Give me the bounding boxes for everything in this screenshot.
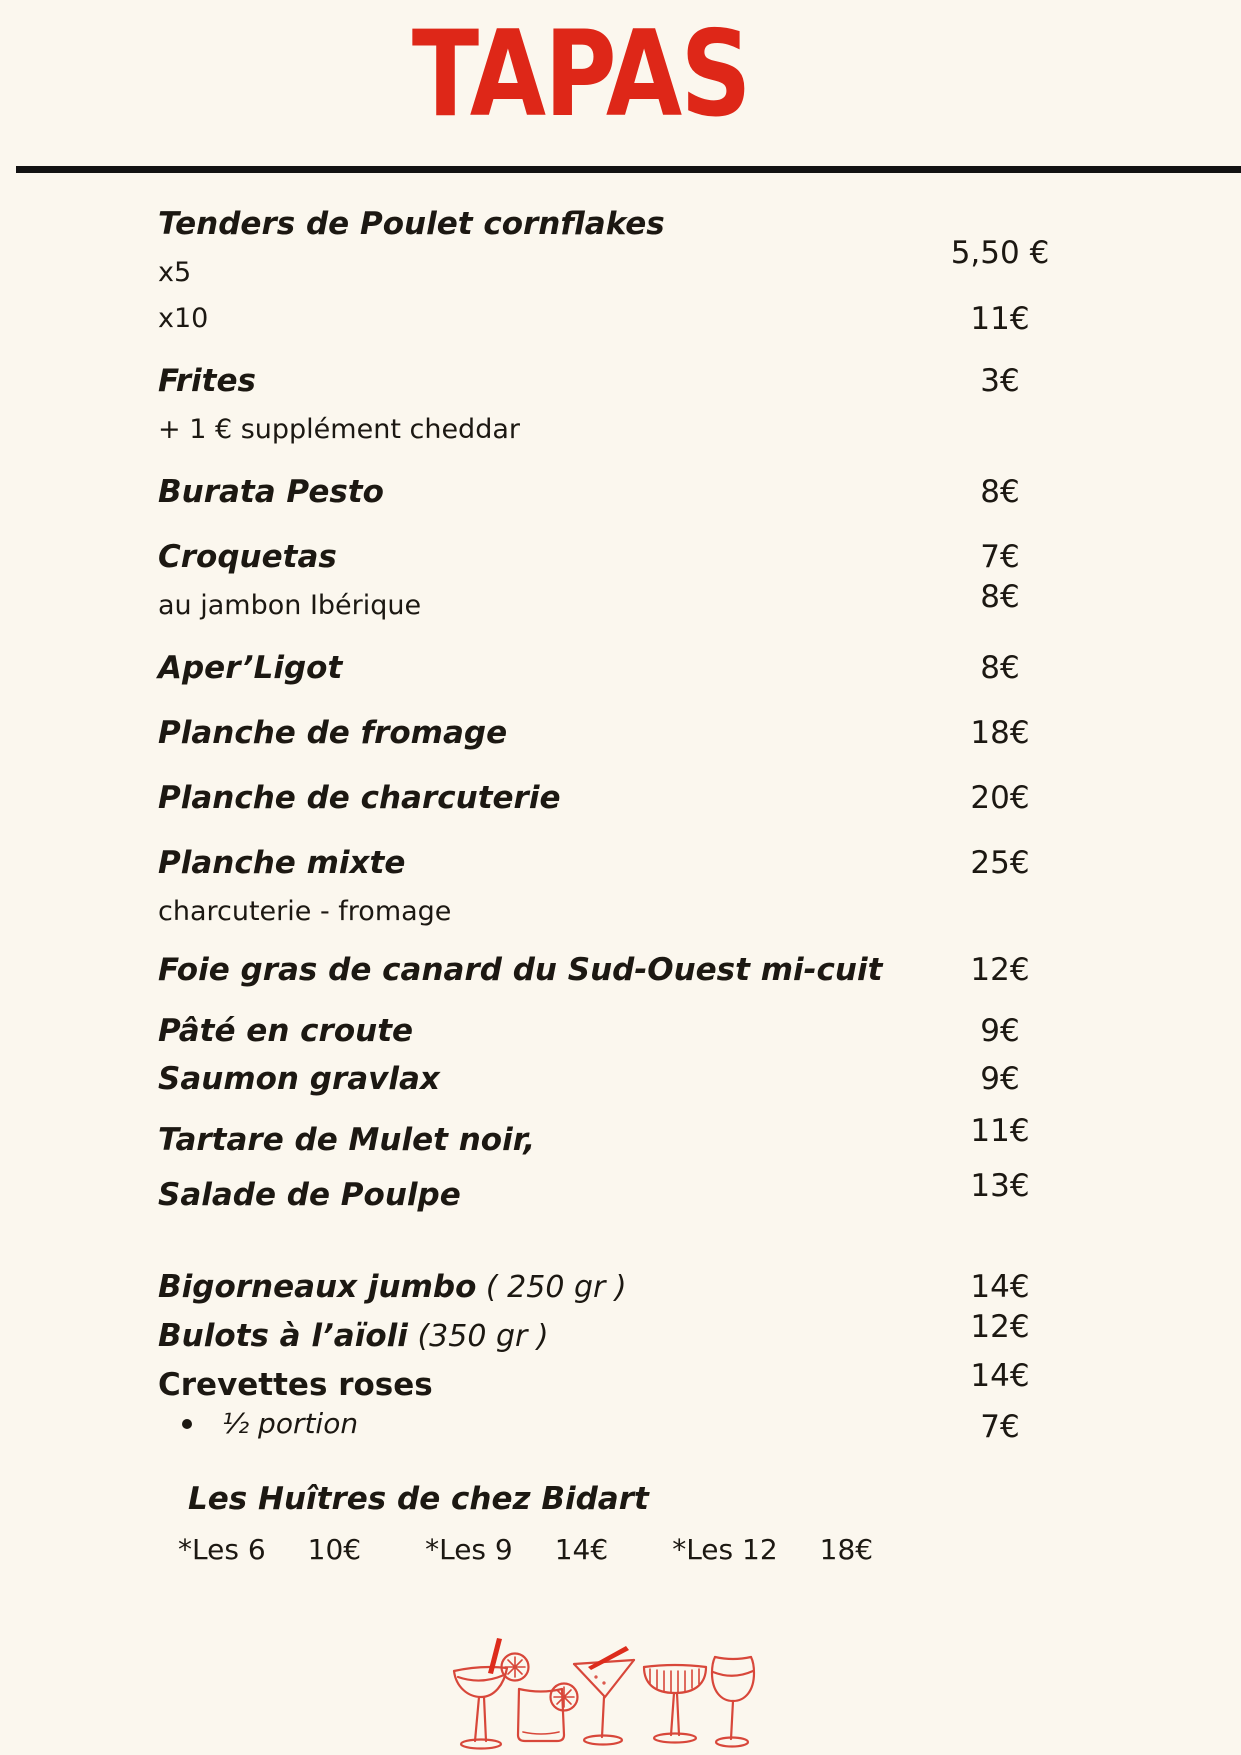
page-title: TAPAS [411,5,750,144]
item-label: + 1 € supplément cheddar [158,414,520,445]
menu-item-row [158,579,1085,623]
item-text [182,1407,915,1441]
item-text [158,778,915,818]
item-label: Planche de charcuterie [158,780,561,816]
item-price: 9€ [980,1013,1020,1049]
item-text [158,302,915,336]
oysters-section-title: Les Huîtres de chez Bidart [188,1481,649,1517]
item-price: 20€ [970,780,1030,816]
menu-rows [158,204,1085,1447]
item-label: Burata Pesto [158,474,384,510]
item-price: 11€ [970,301,1030,337]
item-price: 11€ [970,1113,1030,1149]
menu-item-row [158,413,1085,447]
item-label: Salade de Poulpe [158,1177,461,1213]
oyster-quantity: *Les 9 [425,1533,513,1566]
item-note: (350 gr ) [407,1319,549,1354]
item-label: charcuterie - fromage [158,896,452,927]
item-text [158,204,915,244]
header-divider-rule [16,166,1241,173]
item-price: 8€ [980,650,1020,686]
item-price: 18€ [970,715,1030,751]
item-label: Pâté en croute [158,1013,414,1049]
item-price: 12€ [970,952,1030,988]
menu-item-row [158,713,1085,753]
oyster-options [178,1533,1085,1567]
item-label: ½ portion [222,1407,359,1440]
oyster-price: 18€ [819,1533,874,1566]
oyster-price: 10€ [307,1533,362,1566]
item-price: 3€ [980,363,1020,399]
menu-item-row [158,472,1085,512]
menu-item-row [158,361,1085,401]
item-price: 14€ [970,1269,1030,1305]
menu-item-row [158,648,1085,688]
menu-item-row [158,235,1085,290]
item-text [158,413,915,447]
item-text [158,1059,915,1099]
item-price: 8€ [980,474,1020,510]
item-text [158,1316,915,1357]
menu-item-row [158,778,1085,818]
item-label: Foie gras de canard du Sud-Ouest mi-cuit [158,952,883,988]
item-text [158,713,915,753]
menu-header [0,0,1241,144]
item-text [158,843,915,883]
item-text [158,648,915,688]
item-price: 14€ [970,1358,1030,1394]
menu-item-row [158,843,1085,883]
item-label: Aper’Ligot [158,650,343,686]
menu-item-row [158,1407,1085,1447]
menu-item-row [158,302,1085,336]
item-label: Tenders de Poulet cornflakes [158,206,665,242]
menu-item-row [158,1358,1085,1405]
item-text [158,472,915,512]
item-text [158,256,915,290]
item-label: Saumon gravlax [158,1061,440,1097]
menu-item-row [158,1267,1085,1308]
item-text [158,1120,915,1160]
item-label: Planche mixte [158,845,406,881]
item-price: 25€ [970,845,1030,881]
item-label: x5 [158,257,192,288]
item-label: Croquetas [158,539,337,575]
item-price: 5,50 € [950,235,1050,271]
menu-item-row [158,895,1085,929]
item-label: x10 [158,303,209,334]
item-text [158,537,915,577]
item-price: 7€ [980,539,1020,575]
item-text [158,1175,915,1215]
menu-item-row [158,537,1085,577]
rocks-glass-icon [518,1684,578,1742]
oyster-quantity: *Les 6 [178,1533,266,1566]
menu-item-row [158,1059,1085,1099]
item-label: au jambon Ibérique [158,590,422,621]
cocktail-glasses-artwork [438,1609,758,1755]
item-label: Tartare de Mulet noir, [158,1122,536,1158]
item-label: Bulots à l’aïoli [158,1318,408,1354]
oyster-option [178,1533,361,1567]
item-price: 12€ [970,1309,1030,1345]
item-price: 13€ [970,1168,1030,1204]
item-text [158,589,915,623]
item-note: ( 250 gr ) [476,1270,627,1305]
item-text [158,895,915,929]
item-text [158,1365,915,1405]
menu-item-row [158,1011,1085,1051]
item-label: Frites [158,363,256,399]
item-price: 7€ [980,1409,1020,1445]
oyster-option [425,1533,608,1567]
wine-glass-icon [712,1657,754,1747]
coupe-glass-icon [644,1665,706,1743]
item-label: Planche de fromage [158,715,508,751]
item-text [158,361,915,401]
item-text [158,1267,915,1308]
bullet-icon [182,1419,192,1429]
item-price: 8€ [980,579,1020,615]
oyster-price: 14€ [554,1533,609,1566]
item-label: Bigorneaux jumbo [158,1269,477,1305]
item-text [158,950,915,990]
item-price: 9€ [980,1061,1020,1097]
menu-body [0,204,1241,1567]
oyster-quantity: *Les 12 [672,1533,778,1566]
martini-glass-icon [574,1646,634,1745]
menu-item-row [158,1168,1085,1215]
item-text [158,1011,915,1051]
item-label: Crevettes roses [158,1367,433,1403]
menu-item-row [158,1113,1085,1160]
menu-item-row [158,1309,1085,1357]
menu-item-row [158,950,1085,990]
oyster-option [672,1533,873,1567]
